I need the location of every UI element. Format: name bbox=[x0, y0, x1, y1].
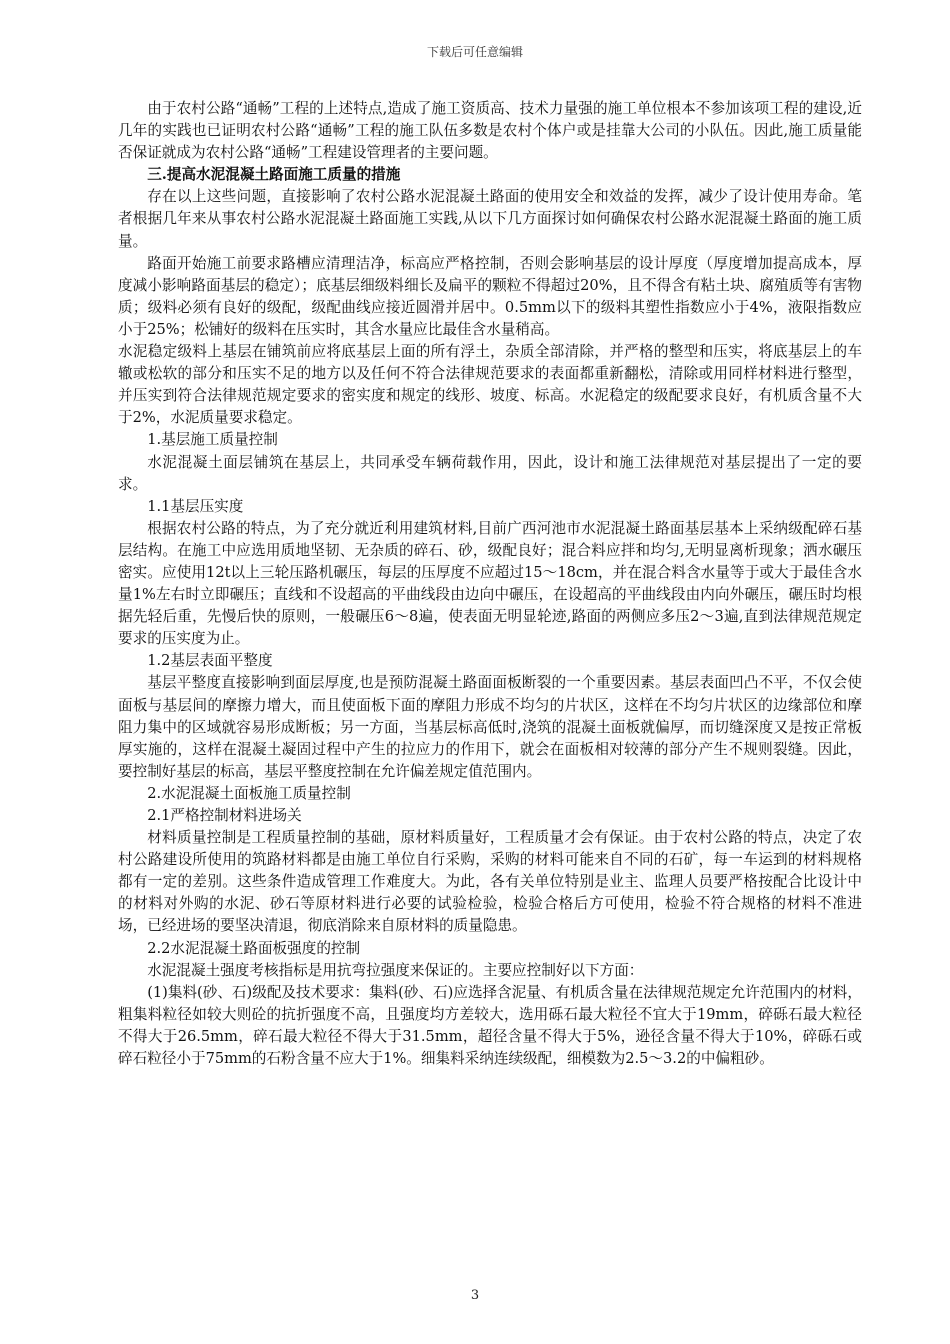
paragraph: 由于农村公路“通畅”工程的上述特点,造成了施工资质高、技术力量强的施工单位根本不参加该项工程的建设,近几年的实践也已证明农村公路“通畅”工程的施工队伍多数是农村个体户或是挂靠大公司的小队伍。因此,施工质量能否保证就成为农村公路“通畅”工程建设管理者的主要问题。 bbox=[118, 100, 862, 162]
document-body bbox=[118, 98, 862, 1070]
paragraph: 基层平整度直接影响到面层厚度,也是预防混凝土路面面板断裂的一个重要因素。基层表面凹凸不平，不仅会使面板与基层间的摩擦力增大，而且使面板下面的摩阻力形成不均匀的片状区，这样在不均匀片状区的边缘部位和摩阻力集中的区域就容易形成断板；另一方面，当基层标高低时,浇筑的混凝土面板就偏厚，而切缝深度又是按正常板厚实施的，这样在混凝土凝固过程中产生的拉应力的作用下，就会在面板相对较薄的部分产生不规则裂缝。因此，要控制好基层的标高，基层平整度控制在允许偏差规定值范围内。 bbox=[118, 674, 862, 780]
subsection-heading: 2.1严格控制材料进场关 bbox=[147, 807, 302, 824]
paragraph: 水泥稳定级料上基层在铺筑前应将底基层上面的所有浮土，杂质全部清除，并严格的整型和压实，将底基层上的车辙或松软的部分和压实不足的地方以及任何不符合法律规范要求的表面都重新翻松，清除或用同样材料进行整型，并压实到符合法律规范规定要求的密实度和规定的线形、坡度、标高。水泥稳定的级配要求良好，有机质含量不大于2%，水泥质量要求稳定。 bbox=[118, 343, 862, 427]
subsection-heading: 2.水泥混凝土面板施工质量控制 bbox=[147, 784, 351, 802]
page-header: 下载后可任意编辑 bbox=[426, 45, 523, 59]
paragraph: 材料质量控制是工程质量控制的基础，原材料质量好，工程质量才会有保证。由于农村公路的特点，决定了农村公路建设所使用的筑路材料都是由施工单位自行采购，采购的材料可能来自不同的石矿，每一车运到的材料规格都有一定的差别。这些条件造成管理工作难度大。为此，各有关单位特别是业主、监理人员要严格按配合比设计中的材料对外购的水泥、砂石等原材料进行必要的试验检验，检验合格后方可使用，检验不符合规格的材料不准进场，已经进场的要坚决清退，彻底消除来自原材料的质量隐患。 bbox=[118, 829, 862, 935]
paragraph: 水泥混凝土面层铺筑在基层上，共同承受车辆荷载作用，因此，设计和施工法律规范对基层提出了一定的要求。 bbox=[118, 453, 862, 493]
paragraph: 水泥混凝土强度考核指标是用抗弯拉强度来保证的。主要应控制好以下方面： bbox=[147, 961, 644, 979]
subsection-heading: 1.基层施工质量控制 bbox=[147, 431, 278, 449]
section-heading: 三.提高水泥混凝土路面施工质量的措施 bbox=[147, 166, 401, 184]
paragraph: 根据农村公路的特点，为了充分就近利用建筑材料,目前广西河池市水泥混凝土路面基层基本上采纳级配碎石基层结构。在施工中应选用质地坚韧、无杂质的碎石、砂，级配良好；混合料应拌和均匀,无明显离析现象；洒水碾压密实。应使用12t以上三轮压路机碾压，每层的压厚度不应超过15～18cm，并在混合料含水量等于或大于最佳含水量1%左右时立即碾压；直线和不设超高的平曲线段由边向中碾压，在设超高的平曲线段由内向外碾压，碾压时均根据先轻后重，先慢后快的原则，一般碾压6～8遍，使表面无明显轮迹,路面的两侧应多压2～3遍,直到法律规范规定要求的压实度为止。 bbox=[118, 519, 862, 648]
paragraph: 存在以上这些问题，直接影响了农村公路水泥混凝土路面的使用安全和效益的发挥，减少了设计使用寿命。笔者根据几年来从事农村公路水泥混凝土路面施工实践,从以下几方面探讨如何确保农村公路水泥混凝土路面的施工质量。 bbox=[118, 188, 862, 250]
paragraph: 路面开始施工前要求路槽应清理洁净，标高应严格控制，否则会影响基层的设计厚度（厚度增加提高成本，厚度减小影响路面基层的稳定）；底基层细级料细长及扁平的颗粒不得超过20%，且不得含有粘土块、腐殖质等有害物质；级料必须有良好的级配，级配曲线应接近圆滑并居中。0.5mm以下的级料其塑性指数应小于4%，液限指数应小于25%；松铺好的级料在压实时，其含水量应比最佳含水量稍高。 bbox=[118, 254, 862, 338]
subsection-heading: 1.2基层表面平整度 bbox=[147, 652, 273, 670]
page-number: 3 bbox=[470, 1288, 480, 1303]
subsection-heading: 2.2水泥混凝土路面板强度的控制 bbox=[147, 939, 361, 957]
paragraph: (1)集料(砂、石)级配及技术要求：集料(砂、石)应选择含泥量、有机质含量在法律规范规定允许范围内的材料，粗集料粒径如较大则砼的抗折强度不高，且强度均方差较大，选用砾石最大粒径不宜大于19mm，碎砾石最大粒径不得大于26.5mm，碎石最大粒径不得大于31.5mm，超径含量不得大于5%，逊径含量不得大于10%，碎砾石或碎石粒径小于75mm的石粉含量不应大于1%。细集料采纳连续级配，细模数为2.5～3.2的中偏粗砂。 bbox=[118, 983, 862, 1068]
subsection-heading: 1.1基层压实度 bbox=[147, 497, 244, 515]
